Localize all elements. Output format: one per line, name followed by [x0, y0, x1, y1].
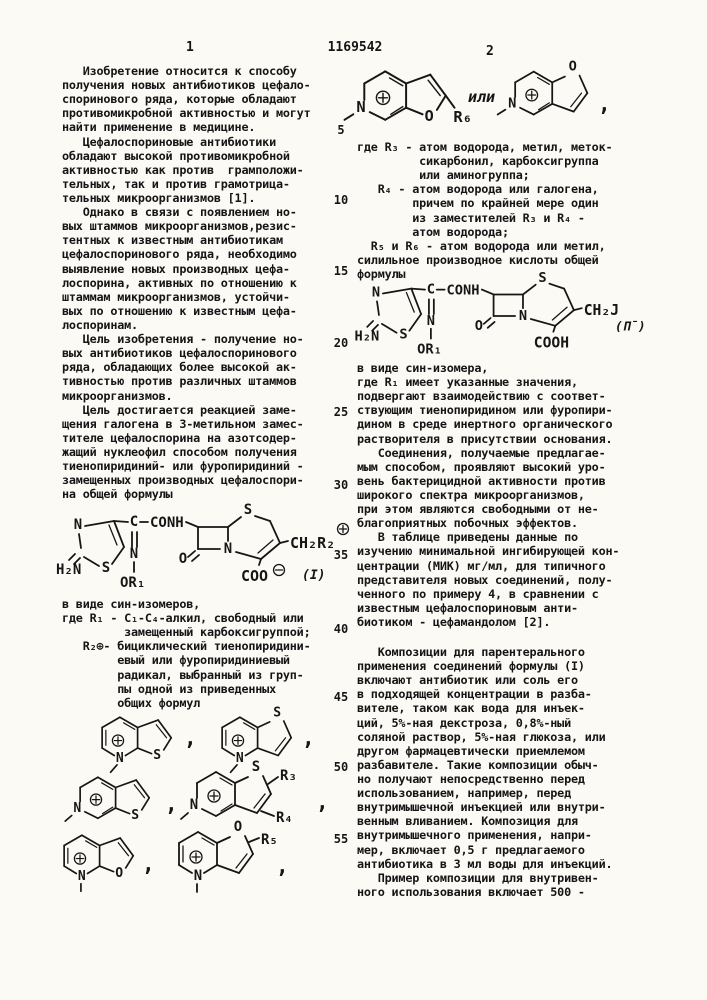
atom-label-sulfur: S [251, 759, 261, 775]
text-line: дином в среде инертного органического [357, 417, 613, 432]
text-line: мер, включает 0,5 г предлагаемого [357, 842, 585, 857]
text-line: разбавителе. Такие композиции обыч- [357, 757, 599, 772]
dihydrothiazine-ring-bonds [523, 284, 582, 332]
methylene-substituent-label: CH₂R₂ [290, 534, 336, 552]
substituent-label-r3: R₃ [280, 768, 297, 784]
text-line: тивностью против различных штаммов [62, 374, 297, 389]
minus-charge-icon [274, 565, 285, 576]
beta-lactam-ring-bonds [188, 527, 228, 561]
text-line: замещенных производных цефалоспори- [62, 473, 304, 488]
text-line: или аминогруппа; [357, 168, 530, 183]
atom-label-nitrogen: N [115, 751, 124, 767]
plus-charge-icon [190, 851, 202, 863]
or-word: или [468, 88, 496, 106]
text-line: R₄ - атом водорода или галогена, [357, 182, 599, 197]
text-line: тителе цефалоспорина на азотсодер- [62, 430, 297, 445]
text-line: Цель достигается реакцией заме- [62, 402, 297, 417]
carbonyl-oxygen-label: O [474, 317, 484, 334]
chemical-structure-formula-II [350, 270, 645, 366]
plus-charge-icon [74, 853, 85, 864]
carbon-label: C [129, 514, 139, 530]
text-line: обладают высокой противомикробной [62, 148, 290, 163]
text-line: Соединения, получаемые предлагае- [357, 445, 606, 460]
text-line: щения галогена в 3-метильном замес- [62, 416, 304, 431]
text-line: евый или фуропиридиниевый [62, 653, 290, 668]
atom-label-sulfur: S [131, 808, 140, 824]
text-line: Пример композиции для внутривен- [357, 870, 599, 885]
plus-charge-icon [112, 735, 123, 746]
right-column-body-text [357, 361, 649, 629]
text-line: 50 [333, 760, 349, 774]
plus-charge-icon [90, 794, 101, 805]
text-line: противомикробной активностью и могут [62, 106, 311, 121]
column-number-left: 1 [186, 40, 194, 55]
text-line: вых антибиотиков цефалоспоринового [62, 346, 297, 361]
separator-comma: , [184, 726, 197, 750]
text-line: растворителя в присутствии основания. [357, 431, 613, 446]
amino-group-label: H₂N [354, 328, 380, 345]
atom-label-sulfur: S [153, 748, 162, 764]
text-line: общих формул [62, 695, 201, 710]
text-line: формулы [357, 266, 406, 281]
text-line: биотиком - цефамандолом [2]. [357, 614, 551, 629]
text-line: 25 [333, 405, 349, 419]
text-line: споринового ряда, которые обладают [62, 92, 297, 107]
amide-group-label: CONH [446, 282, 480, 299]
chemical-structure-formula-I [56, 502, 348, 600]
atom-label-oxygen: O [424, 106, 434, 125]
text-line: тельных, так и против грамотрица- [62, 176, 290, 191]
text-line: замещенный карбоксигруппой; [62, 625, 311, 640]
text-line: Изобретение относится к способу [62, 64, 297, 78]
formula-II-label: (П̄) [615, 319, 646, 335]
atom-label-nitrogen: N [189, 797, 199, 813]
separator-comma: , [316, 790, 329, 814]
atom-label-oxygen: O [233, 819, 243, 835]
text-line: из заместителей R₃ и R₄ - [357, 210, 585, 225]
text-line: тельных микроорганизмов [1]. [62, 190, 256, 205]
methylene-iodide-label: CH₂J [583, 302, 620, 320]
text-line: лоспоринам. [62, 317, 138, 332]
text-line: тентных к известным антибиотикам [62, 233, 283, 248]
text-line: использованием, например, перед [357, 786, 571, 801]
text-line: 35 [333, 548, 349, 562]
text-line: при этом являются свободными от не- [357, 502, 599, 517]
text-line: где R₁ имеет указанные значения, [357, 375, 578, 390]
atom-label-nitrogen: N [77, 869, 86, 885]
text-line: благоприятных побочных эффектов. [357, 516, 578, 531]
text-line: в виде син-изомеров, [62, 597, 201, 611]
text-line: вых по отношению к известным цефа- [62, 303, 297, 318]
text-line: центрации (МИК) мг/мл, для типичного [357, 558, 606, 573]
text-line: 20 [333, 336, 349, 350]
text-line: пы одной из приведенных [62, 681, 276, 696]
text-line: 15 [333, 264, 349, 278]
text-line: силильное производное кислоты общей [357, 252, 599, 267]
atom-label-oxygen: O [115, 866, 124, 882]
amino-group-label: H₂N [56, 562, 82, 578]
text-line: цефалоспоринового ряда, необходимо [62, 247, 297, 262]
text-line: внутримышечной инъекцией или внутри- [357, 800, 606, 815]
oxime-nitrogen-label: N [129, 546, 139, 562]
text-line: вителе, таком как вода для инъек- [357, 701, 585, 716]
atom-label-nitrogen: N [371, 284, 381, 301]
left-column-intro-text [62, 64, 338, 501]
text-line: тиенопиридиний- или фуропиридиний - [62, 459, 304, 474]
substituent-label-r4: R₄ [276, 810, 293, 826]
separator-comma: , [598, 92, 611, 116]
plus-charge-icon [338, 524, 349, 535]
separator-comma: , [165, 792, 178, 816]
text-line: венным вливанием. Композиция для [357, 814, 578, 829]
text-line: где R₃ - атом водорода, метил, меток- [357, 140, 613, 154]
ring-bonds [179, 832, 259, 892]
carboxylate-label: COO [241, 567, 269, 585]
text-line: вень бактерицидной активности против [357, 473, 606, 488]
text-line: мым способом, проявляют высокий уро- [357, 459, 606, 474]
atom-label-nitrogen: N [73, 800, 82, 816]
text-line: лоспорина, активных по отношению к [62, 275, 297, 290]
carbon-label: C [426, 281, 436, 298]
separator-comma: , [302, 726, 315, 750]
thiazine-sulfur-label: S [538, 269, 547, 286]
dihydrothiazine-ring-bonds [228, 516, 288, 565]
carboxyl-label: COOH [533, 334, 570, 352]
text-line: подвергают взаимодействию с соответ- [357, 389, 606, 404]
text-line: Однако в связи с появлением но- [62, 205, 297, 220]
text-line: ченного по примеру 4, в сравнении с [357, 586, 599, 601]
beta-lactam-ring-bonds [484, 294, 523, 327]
text-line: антибиотика в 3 мл воды для инъекций. [357, 856, 613, 871]
atom-label-oxygen: O [568, 58, 577, 75]
text-line: причем по крайней мере один [357, 196, 599, 211]
text-line: штаммам микроорганизмов, устойчи- [62, 289, 290, 304]
text-line: известным цефалоспориновым анти- [357, 600, 578, 615]
text-line: радикал, выбранный из груп- [62, 667, 304, 682]
text-line: применения соединений формулы (I) [357, 659, 585, 674]
carbonyl-oxygen-label: O [178, 551, 188, 567]
text-line: Цель изобретения - получение но- [62, 332, 304, 347]
text-line: изучению минимальной ингибирующей кон- [357, 544, 620, 559]
atom-label-nitrogen: N [73, 517, 83, 533]
text-line: в виде син-изомера, [357, 361, 489, 375]
text-line: 55 [333, 832, 349, 846]
right-column-composition-text [357, 645, 649, 899]
text-line: вых штаммов микроорганизмов,резис- [62, 219, 297, 234]
ring-structure-furopyridinium-r6 [350, 56, 482, 144]
atom-label-sulfur: S [273, 705, 282, 721]
text-line: атом водорода; [357, 224, 509, 239]
text-line: В таблице приведены данные по [357, 530, 578, 545]
formula-I-label: (I) [302, 568, 326, 583]
atom-label-sulfur: S [399, 326, 408, 343]
plus-charge-icon [208, 790, 220, 802]
text-line: включают антибиотик или соль его [357, 673, 578, 688]
right-column-substituent-definitions [357, 140, 649, 281]
text-line: R₂⊕- бициклический тиенопиридини- [62, 639, 311, 654]
text-line: ряда, обладающих более высокой ак- [62, 360, 297, 375]
column-number-right: 2 [486, 44, 494, 59]
text-line: Композиции для парентерального [357, 645, 585, 659]
alkoxy-group-label: OR₁ [120, 575, 146, 591]
ring-junction-nitrogen-label: N [223, 541, 233, 557]
text-line: ствующим тиенопиридином или фуропири- [357, 403, 613, 418]
text-line: в подходящей концентрации в разба- [357, 687, 592, 702]
ring-structure-furopyridinium-r5 [162, 818, 290, 898]
substituent-label-r6: R₆ [453, 108, 472, 126]
left-column-substituent-definitions [62, 597, 338, 710]
text-line: внутримышечного применения, напри- [357, 828, 592, 843]
text-line: Цефалоспориновые антибиотики [62, 134, 276, 149]
text-line: 10 [333, 193, 349, 207]
text-line: ций, 5%-ная декстроза, 0,8%-ный [357, 715, 571, 730]
text-line: но получают непосредственно перед [357, 771, 585, 786]
atom-label-nitrogen: N [508, 95, 517, 112]
atom-label-nitrogen: N [193, 868, 203, 884]
atom-label-nitrogen: N [235, 751, 244, 767]
text-line: где R₁ - C₁-C₄-алкил, свободный или [62, 611, 304, 626]
substituent-label-r5: R₅ [261, 832, 278, 848]
patent-number: 1169542 [327, 40, 383, 55]
text-line: 30 [333, 478, 349, 492]
text-line: получения новых антибиотиков цефало- [62, 78, 311, 93]
atom-label-sulfur: S [101, 560, 111, 576]
separator-comma: , [276, 854, 289, 878]
text-line: жащий нуклеофил способом получения [62, 444, 297, 459]
text-line: 45 [333, 690, 349, 704]
plus-charge-icon [526, 89, 538, 101]
ring-bonds [64, 835, 133, 891]
text-line: 40 [333, 622, 349, 636]
separator-comma: , [142, 852, 155, 876]
text-line: представителя новых соединений, полу- [357, 572, 613, 587]
text-line: микроорганизмов. [62, 388, 173, 403]
oxime-nitrogen-label: N [426, 312, 436, 329]
text-line: широкого спектра микроорганизмов, [357, 487, 585, 502]
plus-charge-icon [232, 735, 243, 746]
plus-charge-icon [376, 91, 389, 104]
text-line: найти применение в медицине. [62, 120, 256, 135]
text-line: активностью как против грамположи- [62, 162, 304, 177]
text-line: другом фармацевтически приемлемом [357, 743, 585, 758]
text-line: соляной раствор, 5%-ная глюкоза, или [357, 729, 606, 744]
text-line: на общей формулы [62, 487, 173, 502]
text-line: ного использования включает 500 - [357, 884, 585, 899]
thiazine-sulfur-label: S [243, 502, 253, 518]
atom-label-nitrogen: N [356, 98, 366, 117]
amide-group-label: CONH [150, 515, 184, 531]
text-line: выявление новых производных цефа- [62, 261, 290, 276]
text-line: R₅ и R₆ - атом водорода или метил, [357, 238, 606, 253]
ring-junction-nitrogen-label: N [518, 307, 528, 324]
text-line: сикарбонил, карбоксигруппа [357, 154, 599, 169]
alkoxy-group-label: OR₁ [417, 341, 442, 358]
text-line: 5 [337, 123, 345, 137]
